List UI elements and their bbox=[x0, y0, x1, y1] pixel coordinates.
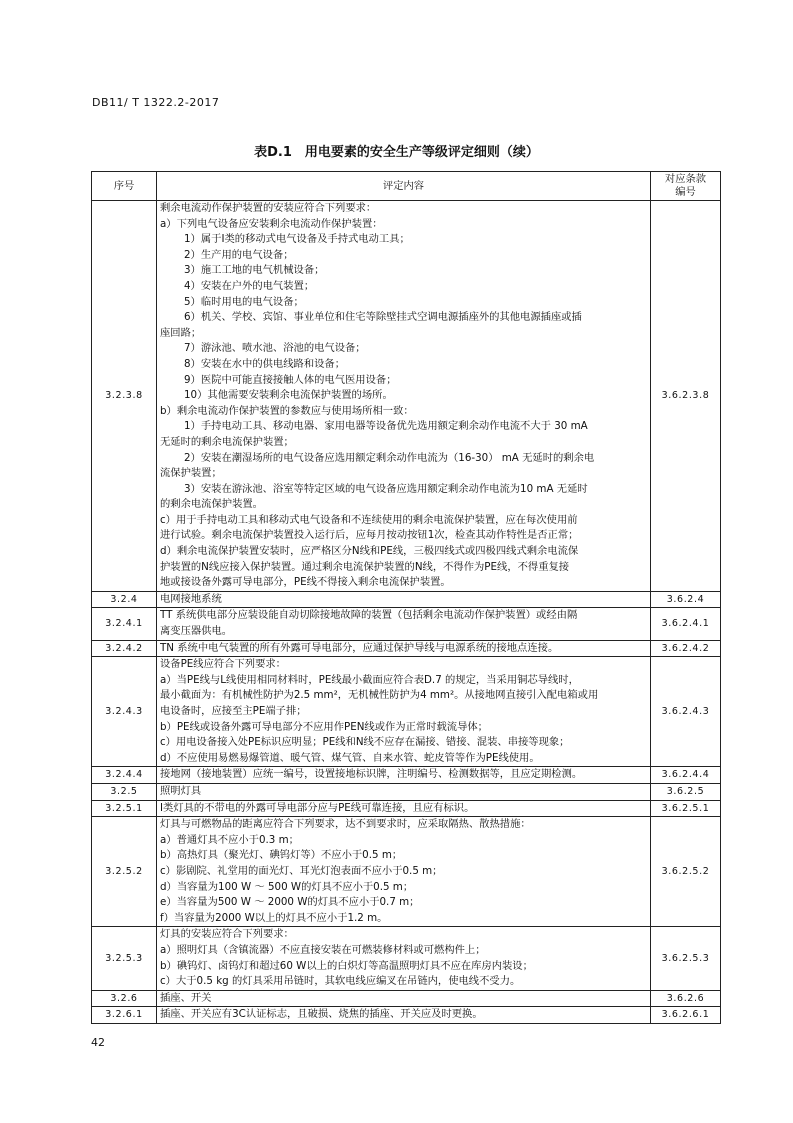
content-line bbox=[160, 248, 647, 264]
content-line-text: d）剩余电流保护装置安装时，应严格区分N线和PE线，三极四线式或四极四线式剩余电流保 bbox=[160, 545, 579, 558]
content-line-text: 5）临时用电的电气设备； bbox=[184, 295, 304, 308]
content-line-text: e）当容量为500 W ～ 2000 W的灯具不应小于0.7 m； bbox=[160, 896, 420, 909]
content-line bbox=[160, 560, 647, 576]
row-number: 3.2.5.1 bbox=[92, 800, 157, 817]
content-line bbox=[160, 341, 647, 357]
content-line-text: b）碘钨灯、卤钨灯和超过60 W以上的白炽灯等高温照明灯具不应在库房内装设； bbox=[160, 959, 533, 972]
content-line-text: TN 系统中电气装置的所有外露可导电部分，应通过保护导线与电源系统的接地点连接。 bbox=[160, 641, 559, 654]
content-line-text: 3）安装在游泳池、浴室等特定区域的电气设备应选用额定剩余动作电流为10 mA 无延时 bbox=[184, 482, 588, 495]
content-line bbox=[160, 217, 647, 233]
content-line-text: 接地网（接地装置）应统一编号，设置接地标识牌，注明编号、检测数据等，且应定期检测。 bbox=[160, 768, 583, 781]
content-line bbox=[160, 817, 647, 833]
row-clause-ref: 3.6.2.4.3 bbox=[651, 657, 721, 767]
content-line-text: a）照明灯具（含镇流器）不应直接安装在可燃装修材料或可燃构件上； bbox=[160, 943, 486, 956]
content-line-text: 剩余电流动作保护装置的安装应符合下列要求： bbox=[160, 202, 377, 214]
row-content bbox=[157, 800, 651, 817]
content-line-text: d）当容量为100 W ～ 500 W的灯具不应小于0.5 m； bbox=[160, 880, 414, 893]
row-content bbox=[157, 783, 651, 800]
content-line-text: 插座、开关 bbox=[160, 991, 212, 1004]
table-row bbox=[92, 990, 721, 1007]
content-line-text: a）下列电气设备应安装剩余电流动作保护装置： bbox=[160, 217, 383, 230]
row-content bbox=[157, 990, 651, 1007]
row-number: 3.2.3.8 bbox=[92, 201, 157, 592]
content-line-text: 2）生产用的电气设备； bbox=[184, 248, 294, 261]
table-header-row bbox=[92, 172, 721, 201]
content-line-text: 最小截面为：有机械性防护为2.5 mm²，无机械性防护为4 mm²。从接地网直接引入配电箱或用 bbox=[160, 689, 599, 702]
content-line bbox=[160, 974, 647, 990]
content-line bbox=[160, 388, 647, 404]
content-line bbox=[160, 466, 647, 482]
content-line bbox=[160, 927, 647, 943]
content-line-text: 6）机关、学校、宾馆、事业单位和住宅等除壁挂式空调电源插座外的其他电源插座或插 bbox=[184, 311, 582, 324]
document-code: DB11/ T 1322.2-2017 bbox=[92, 96, 220, 109]
content-line-text: 离变压器供电。 bbox=[160, 625, 233, 638]
row-content bbox=[157, 201, 651, 592]
row-content bbox=[157, 1007, 651, 1024]
table-body bbox=[92, 201, 721, 1024]
content-line bbox=[160, 735, 647, 751]
column-header-number: 序号 bbox=[92, 172, 157, 201]
content-line bbox=[160, 1007, 647, 1023]
table-row bbox=[92, 783, 721, 800]
table-row bbox=[92, 657, 721, 767]
content-line bbox=[160, 767, 647, 783]
row-number: 3.2.4.4 bbox=[92, 767, 157, 784]
content-line bbox=[160, 720, 647, 736]
content-line-text: 无延时的剩余电流保护装置； bbox=[160, 435, 294, 448]
row-number: 3.2.5.3 bbox=[92, 927, 157, 990]
content-line bbox=[160, 833, 647, 849]
content-line bbox=[160, 943, 647, 959]
content-line bbox=[160, 895, 647, 911]
content-line bbox=[160, 575, 647, 591]
content-line bbox=[160, 419, 647, 435]
content-line-text: 座回路； bbox=[160, 326, 202, 339]
page-number: 42 bbox=[91, 1036, 105, 1049]
row-number: 3.2.4.1 bbox=[92, 608, 157, 640]
content-line-text: 3）施工工地的电气机械设备； bbox=[184, 264, 325, 277]
table-row bbox=[92, 201, 721, 592]
content-line bbox=[160, 848, 647, 864]
content-line-text: 的剩余电流保护装置。 bbox=[160, 498, 263, 511]
row-clause-ref: 3.6.2.4.4 bbox=[651, 767, 721, 784]
content-line-text: 灯具与可燃物品的距离应符合下列要求，达不到要求时，应采取隔热、散热措施： bbox=[160, 818, 531, 831]
row-clause-ref: 3.6.2.5.2 bbox=[651, 817, 721, 927]
row-clause-ref: 3.6.2.5.3 bbox=[651, 927, 721, 990]
content-line-text: 7）游泳池、喷水池、浴池的电气设备； bbox=[184, 342, 366, 355]
content-line bbox=[160, 544, 647, 560]
row-number: 3.2.5 bbox=[92, 783, 157, 800]
content-line-text: b）高热灯具（聚光灯、碘钨灯等）不应小于0.5 m； bbox=[160, 849, 403, 862]
content-line-text: c）大于0.5 kg 的灯具采用吊链时，其软电线应编叉在吊链内，使电线不受力。 bbox=[160, 975, 521, 988]
content-line bbox=[160, 404, 647, 420]
content-line bbox=[160, 435, 647, 451]
content-line bbox=[160, 497, 647, 513]
content-line bbox=[160, 528, 647, 544]
content-line-text: c）影剧院、礼堂用的面光灯、耳光灯泡表面不应小于0.5 m； bbox=[160, 864, 443, 877]
row-number: 3.2.4.2 bbox=[92, 640, 157, 657]
row-number: 3.2.6 bbox=[92, 990, 157, 1007]
row-number: 3.2.4.3 bbox=[92, 657, 157, 767]
row-clause-ref: 3.6.2.6.1 bbox=[651, 1007, 721, 1024]
table-row bbox=[92, 640, 721, 657]
column-header-content: 评定内容 bbox=[157, 172, 651, 201]
row-clause-ref: 3.6.2.4.1 bbox=[651, 608, 721, 640]
content-line-text: b）剩余电流动作保护装置的参数应与使用场所相一致： bbox=[160, 404, 414, 417]
content-line-text: TT 系统供电部分应装设能自动切除接地故障的装置（包括剩余电流动作保护装置）或经由隔 bbox=[160, 609, 578, 622]
content-line bbox=[160, 751, 647, 767]
content-line-text: 4）安装在户外的电气装置； bbox=[184, 279, 315, 292]
table-row bbox=[92, 767, 721, 784]
content-line-text: 照明灯具 bbox=[160, 784, 202, 797]
row-number: 3.2.5.2 bbox=[92, 817, 157, 927]
content-line bbox=[160, 704, 647, 720]
content-line bbox=[160, 310, 647, 326]
column-header-clause: 对应条款 编号 bbox=[651, 172, 721, 201]
content-line bbox=[160, 373, 647, 389]
content-line bbox=[160, 688, 647, 704]
content-line bbox=[160, 959, 647, 975]
content-line-text: 9）医院中可能直接接触人体的电气医用设备； bbox=[184, 373, 397, 386]
content-line-text: 护装置的N线应接入保护装置。通过剩余电流保护装置的N线，不得作为PE线，不得重复接 bbox=[160, 560, 570, 573]
content-line bbox=[160, 880, 647, 896]
content-line bbox=[160, 801, 647, 817]
content-line bbox=[160, 201, 647, 217]
content-line-text: Ⅰ类灯具的不带电的外露可导电部分应与PE线可靠连接，且应有标识。 bbox=[160, 801, 475, 814]
content-line-text: 1）属于Ⅰ类的移动式电气设备及手持式电动工具； bbox=[184, 233, 410, 246]
content-line-text: 电网接地系统 bbox=[160, 592, 222, 605]
content-line-text: a）当PE线与L线使用相同材料时，PE线最小截面应符合表D.7 的规定，当采用铜芯导线时， bbox=[160, 673, 579, 686]
table-row bbox=[92, 608, 721, 640]
content-line bbox=[160, 592, 647, 608]
row-content bbox=[157, 608, 651, 640]
content-line bbox=[160, 864, 647, 880]
row-clause-ref: 3.6.2.4.2 bbox=[651, 640, 721, 657]
content-line-text: 进行试验。剩余电流保护装置投入运行后，应每月按动按钮1次，检查其动作特性是否正常； bbox=[160, 529, 579, 542]
row-content bbox=[157, 927, 651, 990]
row-content bbox=[157, 657, 651, 767]
content-line bbox=[160, 784, 647, 800]
table-title: 表D.1 用电要素的安全生产等级评定细则（续） bbox=[254, 145, 539, 160]
content-line bbox=[160, 482, 647, 498]
table-row bbox=[92, 591, 721, 608]
row-clause-ref: 3.6.2.5.1 bbox=[651, 800, 721, 817]
table-row bbox=[92, 927, 721, 990]
content-line-text: 插座、开关应有3C认证标志，且破损、烧焦的插座、开关应及时更换。 bbox=[160, 1008, 483, 1021]
content-line bbox=[160, 991, 647, 1007]
content-line bbox=[160, 641, 647, 657]
content-line-text: 8）安装在水中的供电线路和设备； bbox=[184, 357, 346, 370]
content-line-text: f）当容量为2000 W以上的灯具不应小于1.2 m。 bbox=[160, 911, 388, 924]
content-line bbox=[160, 624, 647, 640]
table-row bbox=[92, 1007, 721, 1024]
content-line bbox=[160, 673, 647, 689]
content-line-text: 2）安装在潮湿场所的电气设备应选用额定剩余动作电流为（16-30） mA 无延时的剩余电 bbox=[184, 451, 595, 464]
content-line bbox=[160, 911, 647, 927]
content-line bbox=[160, 279, 647, 295]
row-content bbox=[157, 591, 651, 608]
content-line bbox=[160, 295, 647, 311]
content-line-text: 电设备时，应接至主PE端子排； bbox=[160, 705, 307, 717]
content-line bbox=[160, 657, 647, 673]
row-content bbox=[157, 767, 651, 784]
content-line-text: 设备PE线应符合下列要求： bbox=[160, 658, 286, 671]
content-line bbox=[160, 326, 647, 342]
evaluation-table bbox=[91, 171, 721, 1024]
content-line-text: 流保护装置； bbox=[160, 467, 222, 480]
content-line-text: 1）手持电动工具、移动电器、家用电器等设备优先选用额定剩余动作电流不大于 30 mA bbox=[184, 420, 588, 433]
content-line bbox=[160, 513, 647, 529]
content-line-text: 地或接设备外露可导电部分，PE线不得接入剩余电流保护装置。 bbox=[160, 576, 451, 589]
content-line-text: 10）其他需要安装剩余电流保护装置的场所。 bbox=[184, 389, 393, 402]
content-line bbox=[160, 232, 647, 248]
content-line-text: 灯具的安装应符合下列要求： bbox=[160, 928, 294, 941]
row-clause-ref: 3.6.2.3.8 bbox=[651, 201, 721, 592]
row-content bbox=[157, 817, 651, 927]
row-number: 3.2.4 bbox=[92, 591, 157, 608]
table-row bbox=[92, 817, 721, 927]
content-line-text: c）用电设备接入处PE标识应明显；PE线和N线不应存在漏接、错接、混装、串接等现象； bbox=[160, 736, 570, 749]
content-line bbox=[160, 608, 647, 624]
content-line-text: b）PE线或设备外露可导电部分不应用作PEN线或作为正常时载流导体； bbox=[160, 720, 488, 733]
table-row bbox=[92, 800, 721, 817]
content-line bbox=[160, 451, 647, 467]
content-line-text: c）用于手持电动工具和移动式电气设备和不连续使用的剩余电流保护装置，应在每次使用前 bbox=[160, 513, 578, 526]
row-content bbox=[157, 640, 651, 657]
content-line bbox=[160, 357, 647, 373]
content-line bbox=[160, 263, 647, 279]
row-clause-ref: 3.6.2.4 bbox=[651, 591, 721, 608]
content-line-text: d）不应使用易燃易爆管道、暖气管、煤气管、自来水管、蛇皮管等作为PE线使用。 bbox=[160, 751, 540, 764]
row-clause-ref: 3.6.2.5 bbox=[651, 783, 721, 800]
row-number: 3.2.6.1 bbox=[92, 1007, 157, 1024]
content-line-text: a）普通灯具不应小于0.3 m； bbox=[160, 833, 299, 846]
row-clause-ref: 3.6.2.6 bbox=[651, 990, 721, 1007]
